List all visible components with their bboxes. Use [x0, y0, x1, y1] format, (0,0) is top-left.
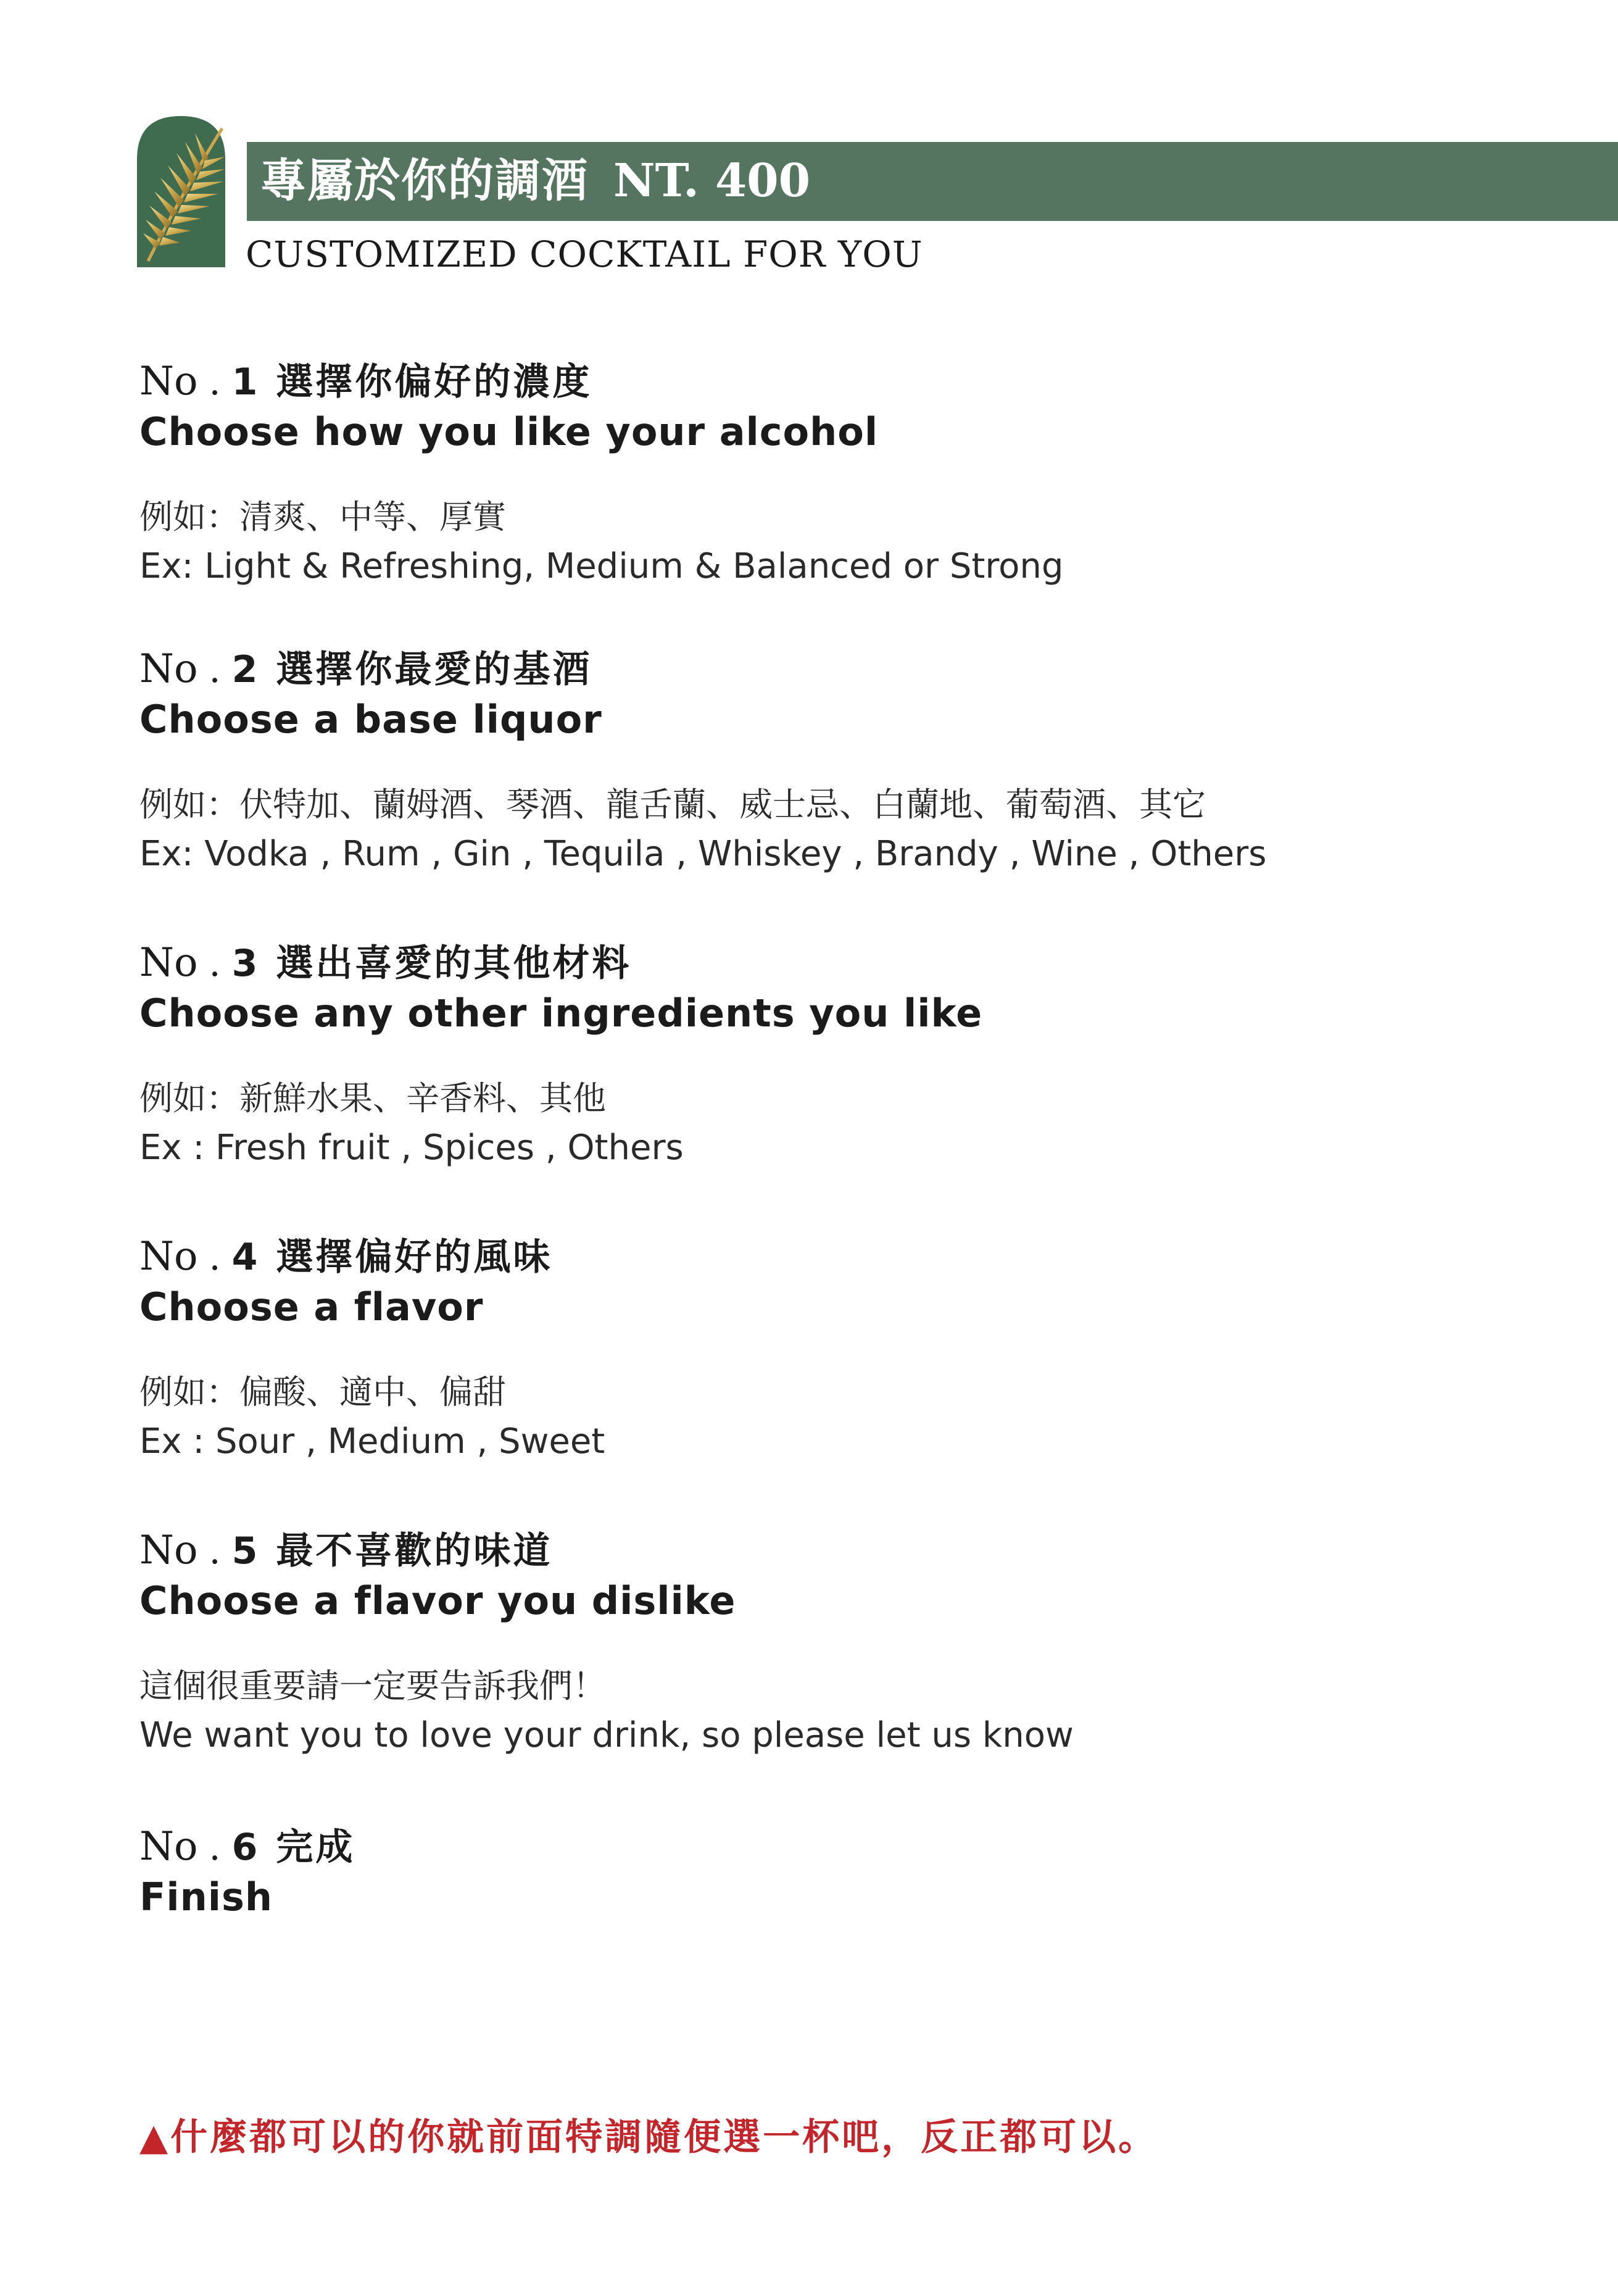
header-title	[260, 150, 810, 212]
step-number: 6	[231, 1826, 258, 1869]
step-title-en: Finish	[139, 1874, 273, 1920]
step-title-zh: 選擇你最愛的基酒	[276, 648, 592, 691]
step-number: 3	[231, 942, 258, 985]
step-example-zh: 例如：新鮮水果、辛香料、其他	[139, 1079, 606, 1118]
step-example-en: Ex: Light & Refreshing, Medium & Balanced or Strong	[139, 546, 1064, 586]
step-example-en: Ex : Fresh fruit , Spices , Others	[139, 1128, 684, 1168]
step-5	[139, 1526, 1559, 1762]
step-title-zh: 選出喜愛的其他材料	[276, 942, 632, 985]
step-number: 5	[231, 1529, 258, 1573]
header-price: NT. 400	[613, 154, 811, 207]
step-number: 1	[231, 360, 258, 404]
step-1	[139, 357, 1559, 593]
step-title-en: Choose a flavor you dislike	[139, 1578, 736, 1623]
step-title-en: Choose a flavor	[139, 1284, 484, 1329]
step-example-en: We want you to love your drink, so please let us know	[139, 1715, 1074, 1755]
step-heading: No . 5 最不喜歡的味道	[139, 1528, 553, 1573]
step-no-label: No	[139, 1824, 198, 1870]
step-no-label: No	[139, 1528, 198, 1573]
step-heading: No . 1 選擇你偏好的濃度	[139, 359, 592, 404]
step-no-label: No	[139, 646, 198, 692]
step-2	[139, 644, 1559, 880]
step-example-zh: 例如：偏酸、適中、偏甜	[139, 1373, 506, 1412]
step-example-zh: 這個很重要請一定要告訴我們！	[139, 1666, 606, 1705]
step-example-en: Ex : Sour , Medium , Sweet	[139, 1421, 605, 1462]
header-subtitle: CUSTOMIZED COCKTAIL FOR YOU	[246, 233, 923, 275]
step-title-zh: 選擇你偏好的濃度	[276, 360, 592, 404]
step-number: 2	[231, 648, 258, 691]
step-number: 4	[231, 1236, 258, 1279]
step-heading: No . 6 完成	[139, 1824, 355, 1870]
step-no-label: No	[139, 940, 198, 986]
step-no-label: No	[139, 359, 198, 404]
step-title-zh: 完成	[276, 1826, 355, 1869]
step-4	[139, 1232, 1559, 1468]
step-title-zh: 選擇偏好的風味	[276, 1236, 553, 1279]
step-heading: No . 3 選出喜愛的其他材料	[139, 940, 632, 986]
step-3	[139, 938, 1559, 1174]
step-title-en: Choose how you like your alcohol	[139, 409, 879, 454]
step-example-en: Ex: Vodka , Rum , Gin , Tequila , Whiskey , Brandy , Wine , Others	[139, 834, 1267, 874]
step-title-zh: 最不喜歡的味道	[276, 1529, 553, 1573]
step-6	[139, 1822, 1559, 1923]
step-no-label: No	[139, 1234, 198, 1279]
step-heading: No . 2 選擇你最愛的基酒	[139, 646, 592, 692]
footer-note: ▲什麼都可以的你就前面特調隨便選一杯吧，反正都可以。	[139, 2116, 1158, 2159]
step-title-en: Choose a base liquor	[139, 697, 602, 742]
step-heading: No . 4 選擇偏好的風味	[139, 1234, 553, 1279]
step-example-zh: 例如：伏特加、蘭姆酒、琴酒、龍舌蘭、威士忌、白蘭地、葡萄酒、其它	[139, 785, 1206, 824]
step-example-zh: 例如：清爽、中等、厚實	[139, 497, 506, 536]
step-title-en: Choose any other ingredients you like	[139, 991, 983, 1036]
palm-leaf-logo-icon	[137, 116, 225, 267]
header-title-zh: 專屬於你的調酒	[260, 154, 589, 207]
